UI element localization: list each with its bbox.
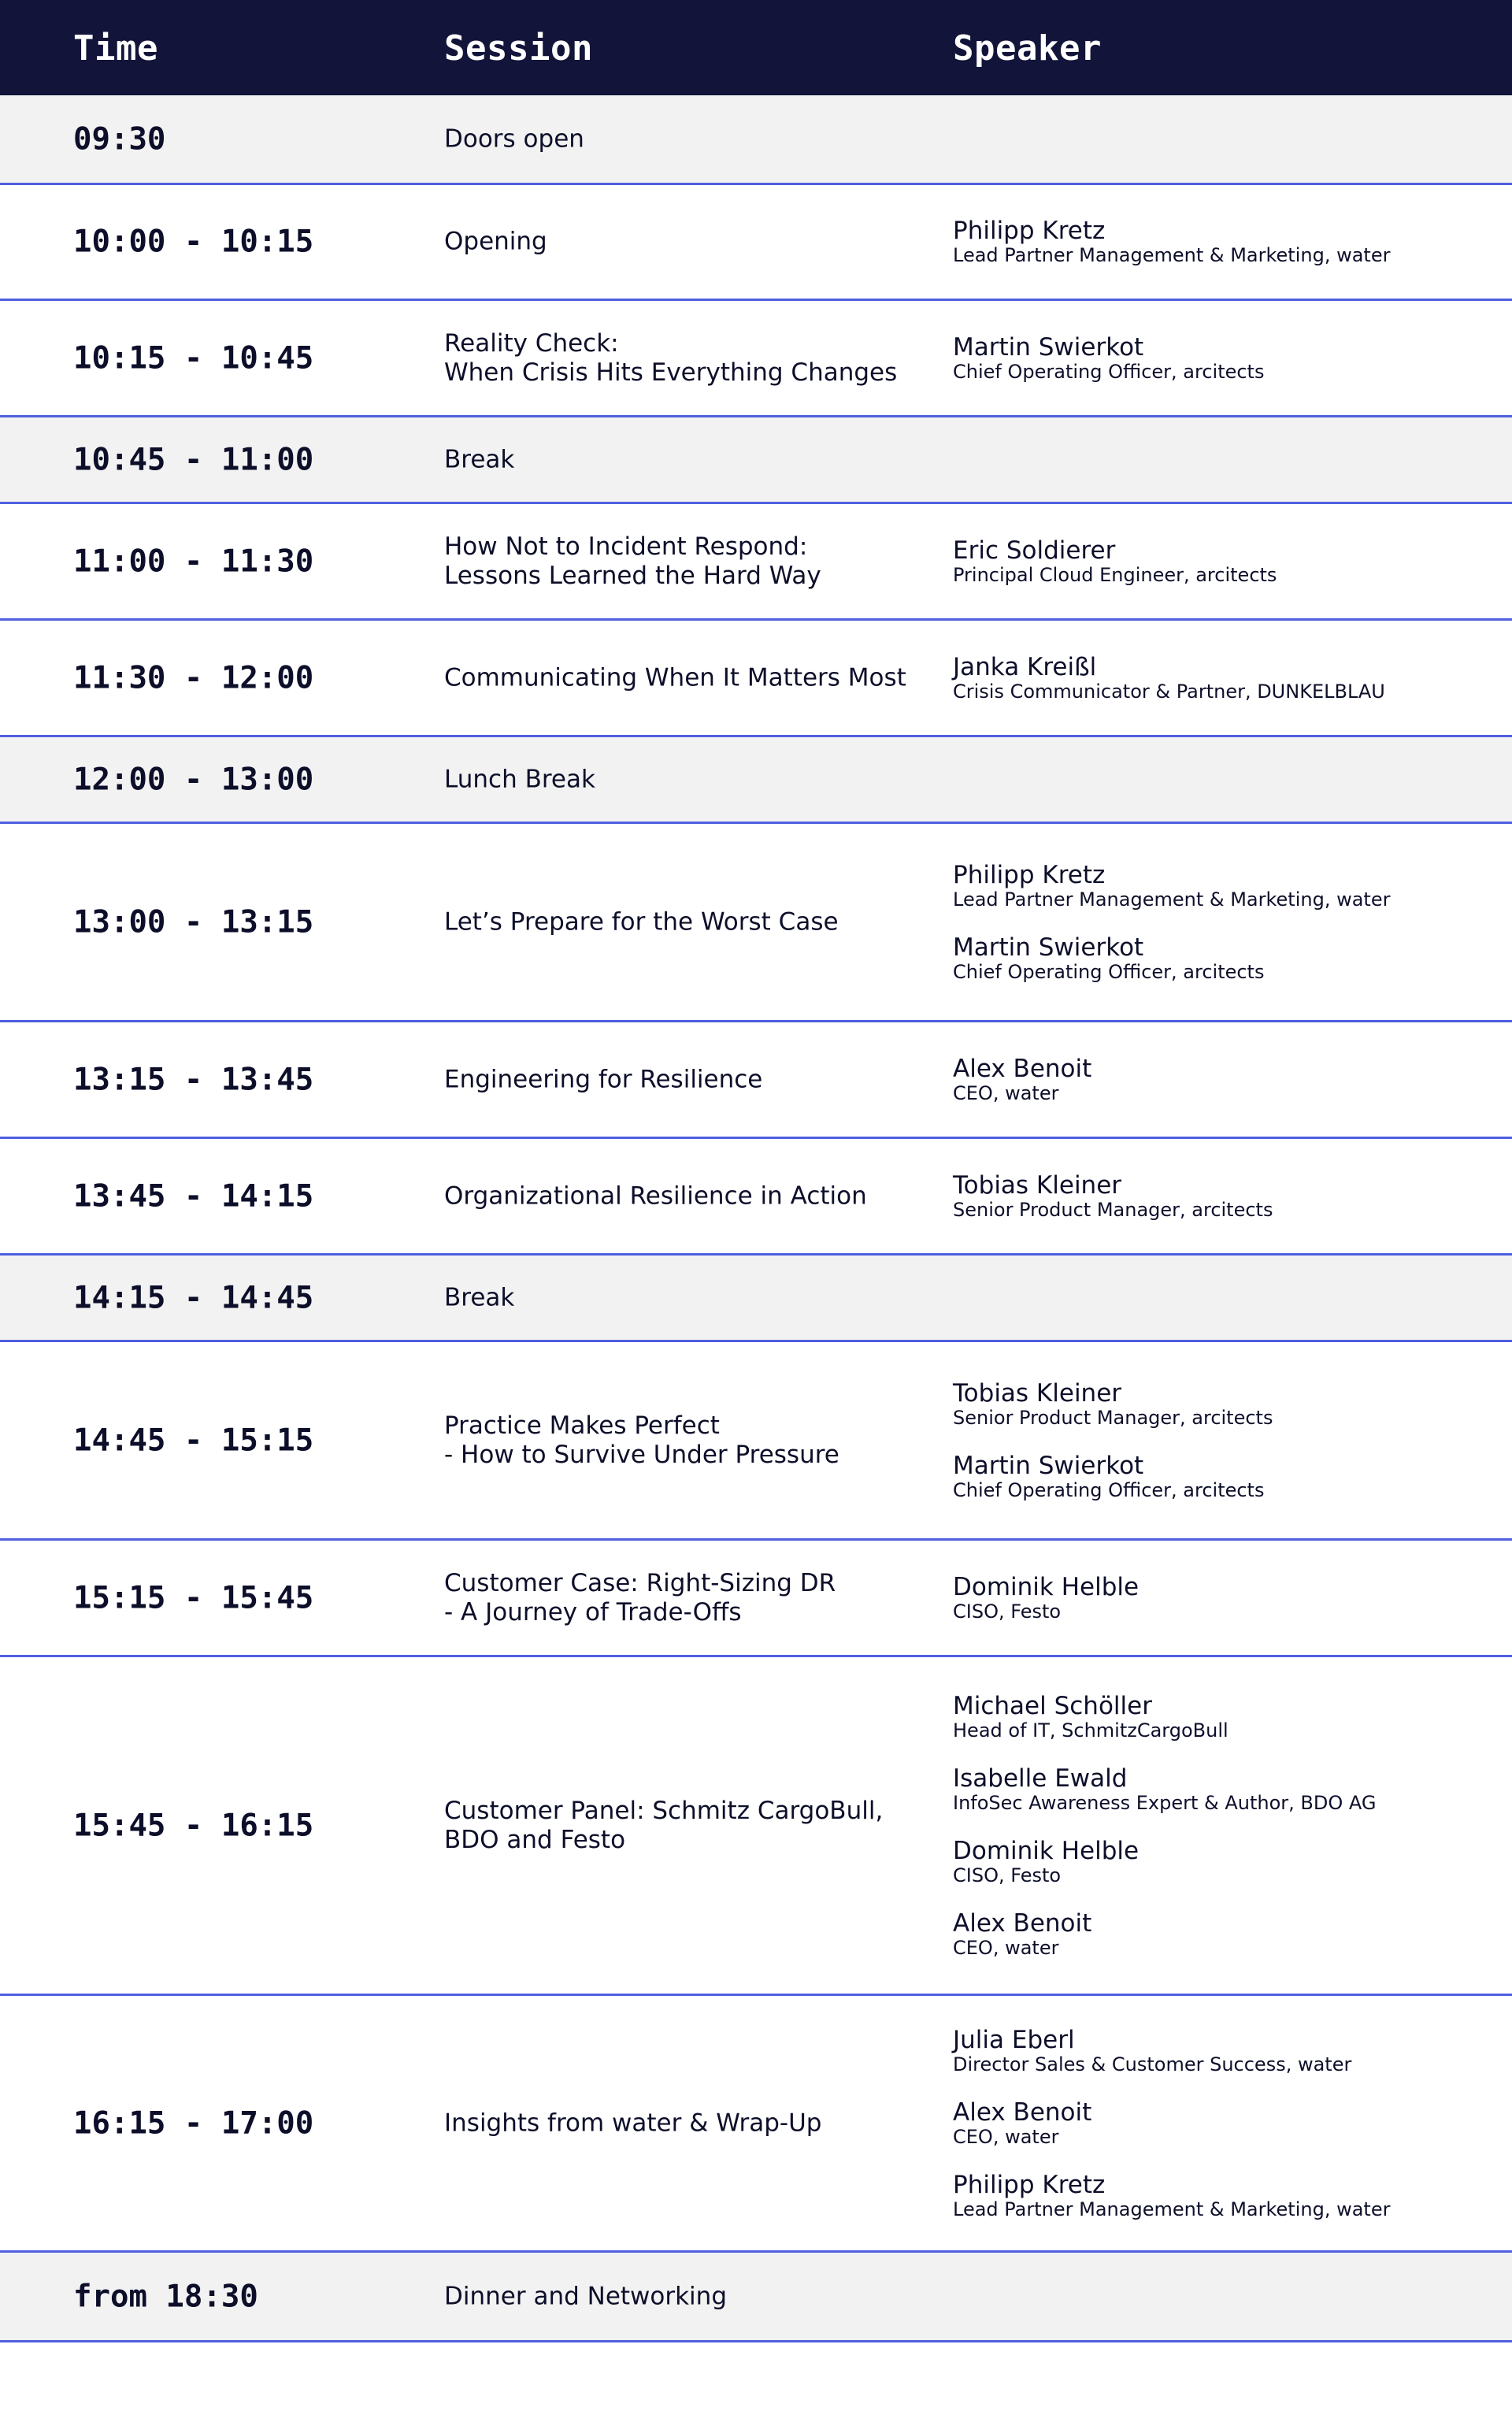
table-row xyxy=(0,737,1512,824)
speaker-name: Isabelle Ewald xyxy=(953,1764,1128,1793)
session-title-line: How Not to Incident Respond: xyxy=(444,532,808,561)
session-title-line: When Crisis Hits Everything Changes xyxy=(444,358,898,387)
speaker xyxy=(953,2172,1504,2220)
session-title-line: Engineering for Resilience xyxy=(444,1065,763,1093)
session-title-line: Break xyxy=(444,445,515,473)
row-time: 14:15 - 14:45 xyxy=(73,1280,314,1315)
speaker xyxy=(953,537,1504,586)
speaker xyxy=(953,1452,1504,1501)
session-title-line: Practice Makes Perfect xyxy=(444,1411,720,1440)
speaker xyxy=(953,934,1504,983)
speaker-name: Dominik Helble xyxy=(953,1572,1140,1601)
table-row xyxy=(0,621,1512,737)
row-time: 12:00 - 13:00 xyxy=(73,762,314,797)
session-title-line: Dinner and Networking xyxy=(444,2282,727,2310)
row-speakers xyxy=(953,1172,1504,1221)
table-row xyxy=(0,301,1512,417)
session-title-line: - How to Survive Under Pressure xyxy=(444,1440,839,1469)
session-title-line: Communicating When It Matters Most xyxy=(444,663,906,692)
table-header xyxy=(0,0,1512,95)
speaker-name: Julia Eberl xyxy=(953,2025,1075,2054)
session-title-line: Doors open xyxy=(444,124,584,153)
row-session xyxy=(444,2282,917,2311)
row-time: 10:15 - 10:45 xyxy=(73,340,314,376)
session-title-line: Customer Panel: Schmitz CargoBull, xyxy=(444,1796,884,1825)
session-title-line: Lessons Learned the Hard Way xyxy=(444,561,821,590)
speaker xyxy=(953,1765,1504,1814)
speaker-name: Michael Schöller xyxy=(953,1691,1152,1720)
speaker-role: CEO, water xyxy=(953,1081,1059,1104)
session-title-line: BDO and Festo xyxy=(444,1825,626,1854)
table-row xyxy=(0,1657,1512,1996)
speaker xyxy=(953,1380,1504,1429)
row-speakers xyxy=(953,862,1504,983)
row-session xyxy=(444,445,917,474)
speaker-role: Senior Product Manager, arcitects xyxy=(953,1198,1273,1221)
table-row xyxy=(0,1256,1512,1342)
table-row xyxy=(0,417,1512,504)
table-row xyxy=(0,1342,1512,1541)
session-title-line: Reality Check: xyxy=(444,328,619,358)
table-row xyxy=(0,2253,1512,2342)
row-time: 11:30 - 12:00 xyxy=(73,660,314,695)
row-session xyxy=(444,1181,917,1211)
speaker-name: Philipp Kretz xyxy=(953,217,1106,245)
row-time: 10:45 - 11:00 xyxy=(73,442,314,477)
row-session xyxy=(444,532,917,591)
speaker-role: Lead Partner Management & Marketing, water xyxy=(953,2198,1391,2220)
row-time: 11:00 - 11:30 xyxy=(73,543,314,579)
row-session xyxy=(444,907,917,937)
row-speakers xyxy=(953,1055,1504,1104)
row-time: 09:30 xyxy=(73,121,166,157)
speaker xyxy=(953,862,1504,911)
speaker xyxy=(953,1574,1504,1623)
row-session xyxy=(444,329,917,388)
speaker xyxy=(953,334,1504,383)
header-session: Session xyxy=(444,28,593,69)
row-time: 13:15 - 13:45 xyxy=(73,1062,314,1097)
row-session xyxy=(444,765,917,794)
table-row xyxy=(0,185,1512,301)
row-session xyxy=(444,1569,917,1627)
speaker-role: CISO, Festo xyxy=(953,1864,1062,1886)
row-time: 13:45 - 14:15 xyxy=(73,1178,314,1214)
row-speakers xyxy=(953,2027,1504,2220)
speaker-role: Chief Operating Officer, arcitects xyxy=(953,960,1265,983)
row-time: 15:15 - 15:45 xyxy=(73,1580,314,1615)
row-speakers xyxy=(953,537,1504,586)
speaker-name: Eric Soldierer xyxy=(953,536,1116,565)
speaker-role: Lead Partner Management & Marketing, water xyxy=(953,888,1391,911)
speaker-name: Alex Benoit xyxy=(953,1054,1092,1083)
row-time: 13:00 - 13:15 xyxy=(73,904,314,940)
table-row xyxy=(0,1022,1512,1139)
speaker-name: Alex Benoit xyxy=(953,2098,1092,2127)
table-row xyxy=(0,824,1512,1022)
row-session xyxy=(444,1797,917,1855)
speaker-name: Philipp Kretz xyxy=(953,2170,1106,2199)
speaker xyxy=(953,1910,1504,1959)
session-title-line: Break xyxy=(444,1283,515,1311)
session-title-line: Customer Case: Right-Sizing DR xyxy=(444,1568,836,1597)
speaker xyxy=(953,1172,1504,1221)
speaker xyxy=(953,654,1504,703)
speaker xyxy=(953,1838,1504,1886)
row-speakers xyxy=(953,334,1504,383)
session-title-line: Opening xyxy=(444,227,547,256)
session-title-line: Let’s Prepare for the Worst Case xyxy=(444,907,839,936)
speaker xyxy=(953,2027,1504,2075)
row-time: from 18:30 xyxy=(73,2279,258,2314)
speaker-name: Tobias Kleiner xyxy=(953,1170,1122,1200)
speaker-role: Principal Cloud Engineer, arcitects xyxy=(953,563,1277,586)
speaker xyxy=(953,1693,1504,1741)
speaker-name: Alex Benoit xyxy=(953,1908,1092,1938)
table-row xyxy=(0,1996,1512,2253)
speaker-role: CEO, water xyxy=(953,1936,1059,1959)
speaker-name: Dominik Helble xyxy=(953,1836,1140,1865)
speaker-name: Martin Swierkot xyxy=(953,332,1144,362)
row-session xyxy=(444,1411,917,1470)
speaker-role: Director Sales & Customer Success, water xyxy=(953,2053,1352,2075)
speaker-name: Philipp Kretz xyxy=(953,860,1106,889)
row-session xyxy=(444,124,917,154)
speaker xyxy=(953,2099,1504,2148)
session-title-line: Organizational Resilience in Action xyxy=(444,1181,867,1210)
speaker-role: Crisis Communicator & Partner, DUNKELBLAU xyxy=(953,680,1385,703)
row-session xyxy=(444,663,917,692)
row-speakers xyxy=(953,1693,1504,1959)
table-row xyxy=(0,95,1512,185)
session-title-line: Insights from water & Wrap-Up xyxy=(444,2109,822,2137)
row-time: 14:45 - 15:15 xyxy=(73,1422,314,1458)
row-session xyxy=(444,2109,917,2138)
speaker-role: Lead Partner Management & Marketing, water xyxy=(953,244,1391,266)
speaker-role: Head of IT, SchmitzCargoBull xyxy=(953,1719,1228,1741)
row-session xyxy=(444,1283,917,1312)
speaker-name: Martin Swierkot xyxy=(953,1451,1144,1480)
speaker-name: Janka Kreißl xyxy=(953,652,1097,681)
speaker-role: CISO, Festo xyxy=(953,1600,1062,1623)
row-time: 15:45 - 16:15 xyxy=(73,1808,314,1843)
row-speakers xyxy=(953,654,1504,703)
row-time: 10:00 - 10:15 xyxy=(73,224,314,260)
row-session xyxy=(444,228,917,257)
row-speakers xyxy=(953,1380,1504,1501)
row-speakers xyxy=(953,1574,1504,1623)
speaker xyxy=(953,217,1504,266)
speaker-name: Tobias Kleiner xyxy=(953,1378,1122,1408)
row-speakers xyxy=(953,217,1504,266)
session-title-line: Lunch Break xyxy=(444,765,595,793)
speaker-role: CEO, water xyxy=(953,2125,1059,2148)
speaker-role: Chief Operating Officer, arcitects xyxy=(953,360,1265,383)
table-row xyxy=(0,504,1512,621)
table-row xyxy=(0,1139,1512,1256)
speaker-name: Martin Swierkot xyxy=(953,933,1144,962)
speaker-role: Senior Product Manager, arcitects xyxy=(953,1406,1273,1429)
speaker xyxy=(953,1055,1504,1104)
speaker-role: Chief Operating Officer, arcitects xyxy=(953,1478,1265,1501)
row-session xyxy=(444,1065,917,1094)
speaker-role: InfoSec Awareness Expert & Author, BDO AG xyxy=(953,1791,1377,1814)
table-row xyxy=(0,1541,1512,1657)
session-title-line: - A Journey of Trade-Offs xyxy=(444,1597,742,1626)
header-time: Time xyxy=(73,28,158,69)
row-time: 16:15 - 17:00 xyxy=(73,2105,314,2141)
header-speaker: Speaker xyxy=(953,28,1102,69)
